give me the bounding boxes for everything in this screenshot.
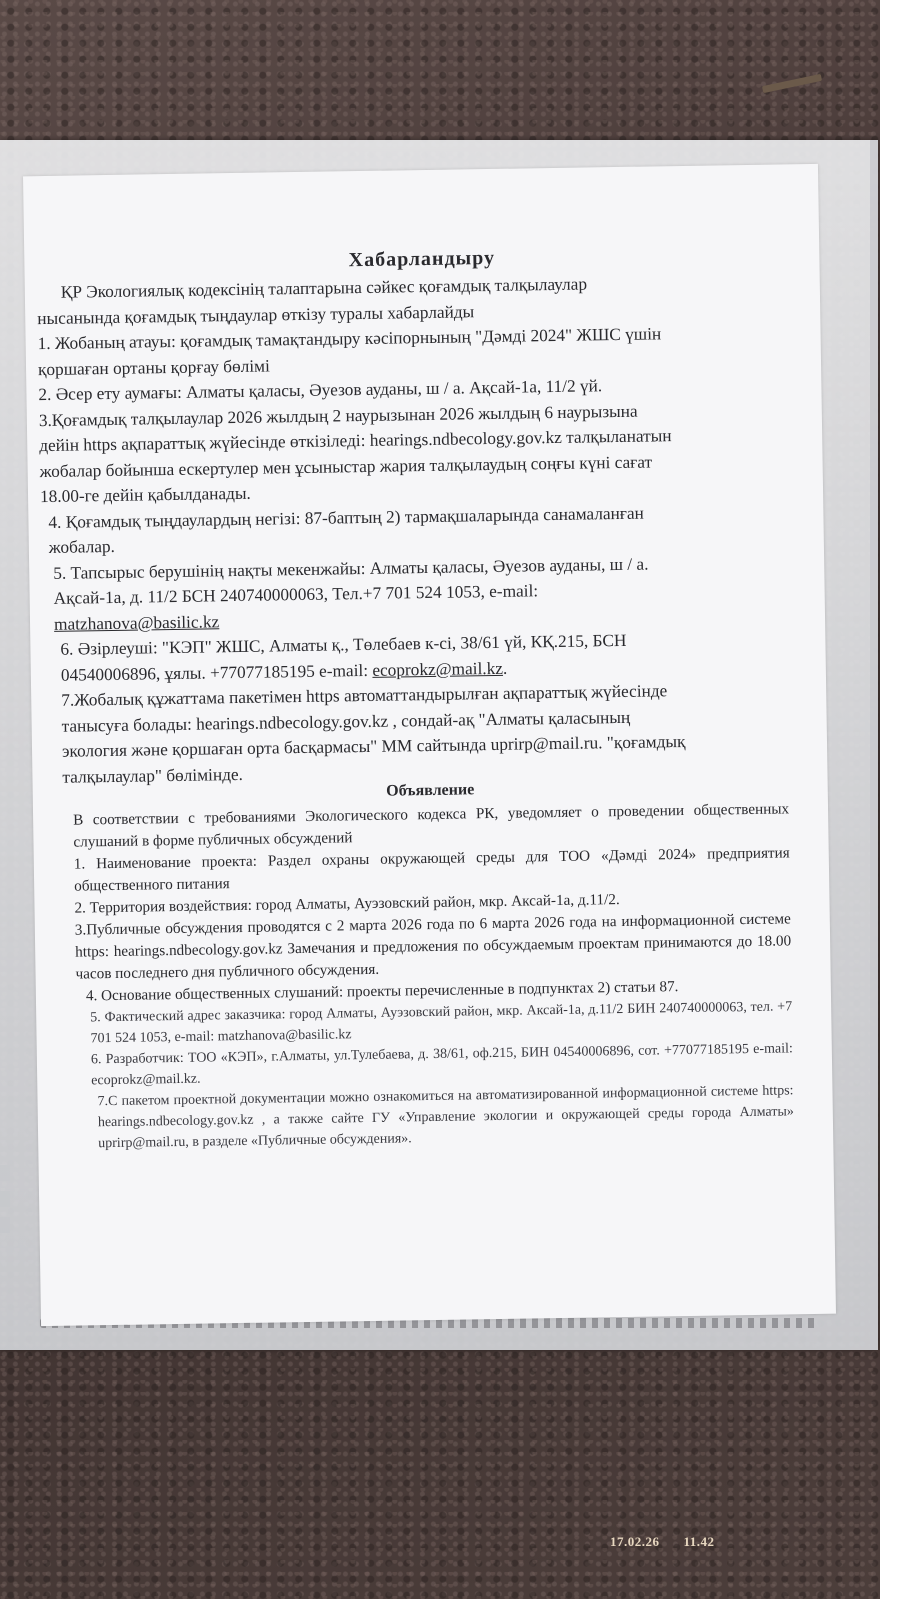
ru-item-6: 6. Разработчик: ТОО «КЭП», г.Алматы, ул.Тулебаева, д. 38/61, оф.215, БИН 04540006896, сот. +77077185195 e-mail: ecoprokz@mail.kz. (90, 1041, 793, 1089)
kz-item-7-line-4: талқылаулар" бөлімінде. (62, 764, 244, 787)
kz-item-1-line-2: қоршаған ортаны қорғау бөлімі (37, 355, 270, 379)
kz-item-4-line-2: жобалар. (48, 536, 116, 557)
notice-sheet (23, 164, 836, 1326)
kz-notice-body (37, 268, 815, 790)
kz-item-1-line-1: 1. Жобаның атауы: қоғамдық тамақтандыру кәсіпорнының "Дәмді 2024" ЖШС үшін (37, 324, 662, 354)
kz-item-7-line-1: 7.Жобалық құжаттама пакетімен https автоматтандырылған ақпараттық жүйесінде (61, 681, 668, 710)
kz-item-6-end: . (502, 658, 508, 678)
ru-item-4: 4. Основание общественных слушаний: проекты перечисленные в подпунктах 2) статьи 87. (85, 978, 679, 1005)
kz-notice-title: Хабарландыру (348, 246, 496, 272)
kz-developer-email-link: ecoprokz@mail.kz (372, 658, 504, 680)
kz-intro-line-2: нысанында қоғамдық тыңдаулар өткізу туралы хабарлайды (37, 301, 475, 328)
ru-item-3: 3.Публичные обсуждения проводятся с 2 марта 2026 года по 6 марта 2026 года на информационной системе https: hearings.ndbecology.gov.kz Замечания и предложения по обсуждаемым проектам принимаются до 18.00 часов последнего дня публичного обсуждения. (74, 910, 792, 983)
door-scratch (762, 74, 822, 93)
ru-item-2: 2. Территория воздействия: город Алматы, Ауэзовский район, мкр. Аксай-1а, д.11/2. (74, 891, 620, 917)
ru-item-5: 5. Фактический адрес заказчика: город Алматы, Ауэзовский район, мкр. Аксай-1а, д.11/2 БИН 240740000063, тел. +7 701 524 1053, e-mail: matzhanova@basilic.kz (90, 999, 793, 1047)
ru-notice-title: Объявление (386, 781, 475, 800)
ru-item-7: 7.С пакетом проектной документации можно ознакомиться на автоматизированной информационной системе https: hearings.ndbecology.gov.kz , а также сайте ГУ «Управление экологии и окружающей среды города Алматы» uprirp@mail.ru, в разделе «Публичные обсуждения». (97, 1083, 794, 1152)
ru-item-1: 1. Наименование проекта: Раздел охраны окружающей среды для ТОО «Дәмді 2024» предприятия общественного питания (73, 844, 790, 895)
kz-item-7-line-3: экология және қоршаған орта басқармасы" ММ сайтында uprirp@mail.ru. "қоғамдық (61, 731, 686, 761)
kz-item-5-line-1: 5. Тапсырыс берушінің нақты мекенжайы: Алматы қаласы, Әуезов ауданы, ш / а. (53, 554, 649, 583)
kz-item-4-line-1: 4. Қоғамдық тыңдаулардың негізі: 87-баптың 2) тармақшаларында санамаланған (48, 503, 644, 532)
kz-item-6-text: 04540006896, ұялы. +77077185195 e-mail: (60, 660, 373, 685)
ru-notice-body (73, 798, 794, 1154)
timestamp-date: 17.02.26 (610, 1534, 660, 1549)
kz-item-3-line-1: 3.Қоғамдық талқылаулар 2026 жылдың 2 наурызынан 2026 жылдың 6 наурызына (38, 401, 638, 430)
kz-item-3-line-2: дейін https ақпараттық жүйесінде өткізіледі: hearings.ndbecology.gov.kz талқыланатын (39, 426, 672, 456)
kz-item-3-line-4: 18.00-ге дейін қабылданады. (39, 483, 251, 507)
kz-item-2: 2. Әсер ету аумағы: Алматы қаласы, Әуезов ауданы, ш / а. Ақсай-1а, 11/2 үй. (38, 376, 603, 405)
kz-customer-email-link: matzhanova@basilic.kz (53, 611, 220, 634)
kz-item-7-line-2: танысуға болады: hearings.ndbecology.gov.kz , сондай-ақ "Алматы қаласының (61, 707, 631, 736)
kz-item-3-line-3: жобалар бойынша ескертулер мен ұсыныстар жария талқылаудың соңғы күні сағат (39, 451, 653, 481)
ru-intro: В соответствии с требованиями Экологического кодекса РК, уведомляет о проведении общественных слушаний в форме публичных обсуждений (73, 800, 790, 851)
kz-item-6-line-1: 6. Әзірлеуші: "КЭП" ЖШС, Алматы қ., Төлебаев к-сі, 38/61 үй, КҚ.215, БСН (60, 630, 627, 659)
timestamp-time: 11.42 (683, 1534, 715, 1549)
photo-timestamp (610, 1534, 739, 1550)
kz-item-5-line-2: Ақсай-1а, д. 11/2 БСН 240740000063, Тел.+7 701 524 1053, e-mail: (53, 581, 539, 608)
kz-intro-line-1: ҚР Экологиялық кодексінің талаптарына сәйкес қоғамдық талқылаулар (60, 274, 588, 302)
